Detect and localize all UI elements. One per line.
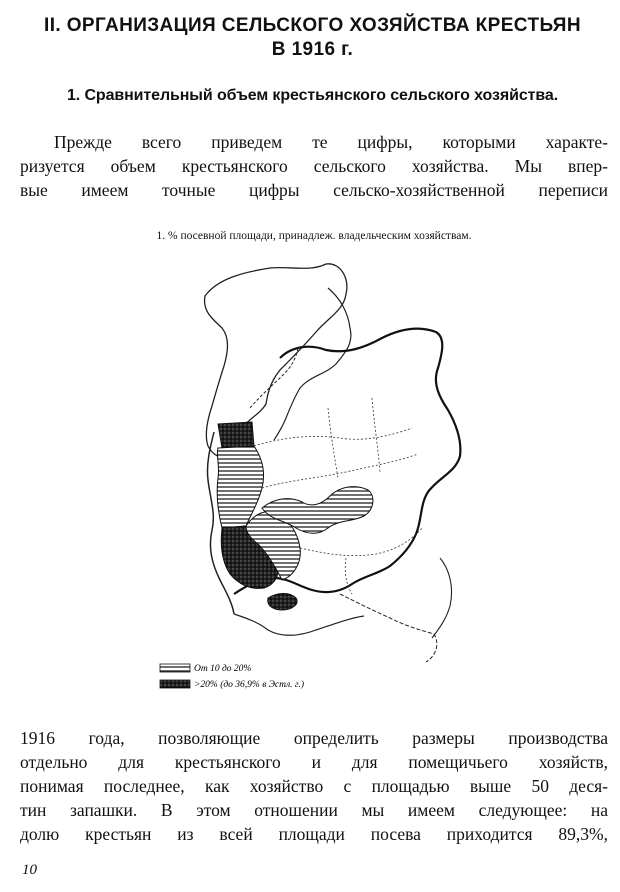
legend-swatch-hatch xyxy=(160,664,190,672)
chapter-title-line-2: В 1916 г. xyxy=(271,39,354,60)
map-legend xyxy=(160,663,304,690)
intro-line-2: ризуется объем крестьянского сельского хозяйства. Мы впер- xyxy=(20,156,608,176)
map-figure xyxy=(150,258,470,700)
cont-line-2: отдельно для крестьянского и для помещичьего хозяйств, xyxy=(20,752,608,772)
caucasus-outline xyxy=(340,594,437,662)
legend-swatch-cross xyxy=(160,680,190,688)
legend-label-cross: >20% (до 36,9% в Эстл. г.) xyxy=(194,680,305,690)
cont-line-1: 1916 года, позволяющие определить размеры производства xyxy=(20,728,608,748)
crimea xyxy=(268,594,297,611)
figure-caption: 1. % посевной площади, принадлеж. владельческим хозяйствам. xyxy=(156,230,472,242)
caspian-sea xyxy=(432,558,452,638)
chapter-title xyxy=(20,14,605,62)
continuation-paragraph xyxy=(20,726,608,846)
page-number: 10 xyxy=(22,862,37,878)
legend-label-hatch: От 10 до 20% xyxy=(194,664,252,674)
intro-line-1: Прежде всего приведем те цифры, которыми характе- xyxy=(54,132,608,152)
section-title: 1. Сравнительный объем крестьянского сельского хозяйства. xyxy=(66,87,559,104)
cont-line-3: понимая последнее, как хозяйство с площадью выше 50 деся- xyxy=(20,776,608,796)
chapter-title-line-1: II. ОРГАНИЗАЦИЯ СЕЛЬСКОГО ХОЗЯЙСТВА КРЕСТЬЯН xyxy=(44,15,581,36)
region-estland xyxy=(218,422,254,448)
cont-line-4: тин запашки. В этом отношении мы имеем следующее: на xyxy=(20,800,608,820)
black-sea-coast xyxy=(234,614,364,635)
intro-line-3: вые имеем точные цифры сельско-хозяйственной переписи xyxy=(20,180,608,200)
intro-paragraph xyxy=(20,130,608,202)
cont-line-5: долю крестьян из всей площади посева приходится 89,3%, xyxy=(20,824,608,844)
